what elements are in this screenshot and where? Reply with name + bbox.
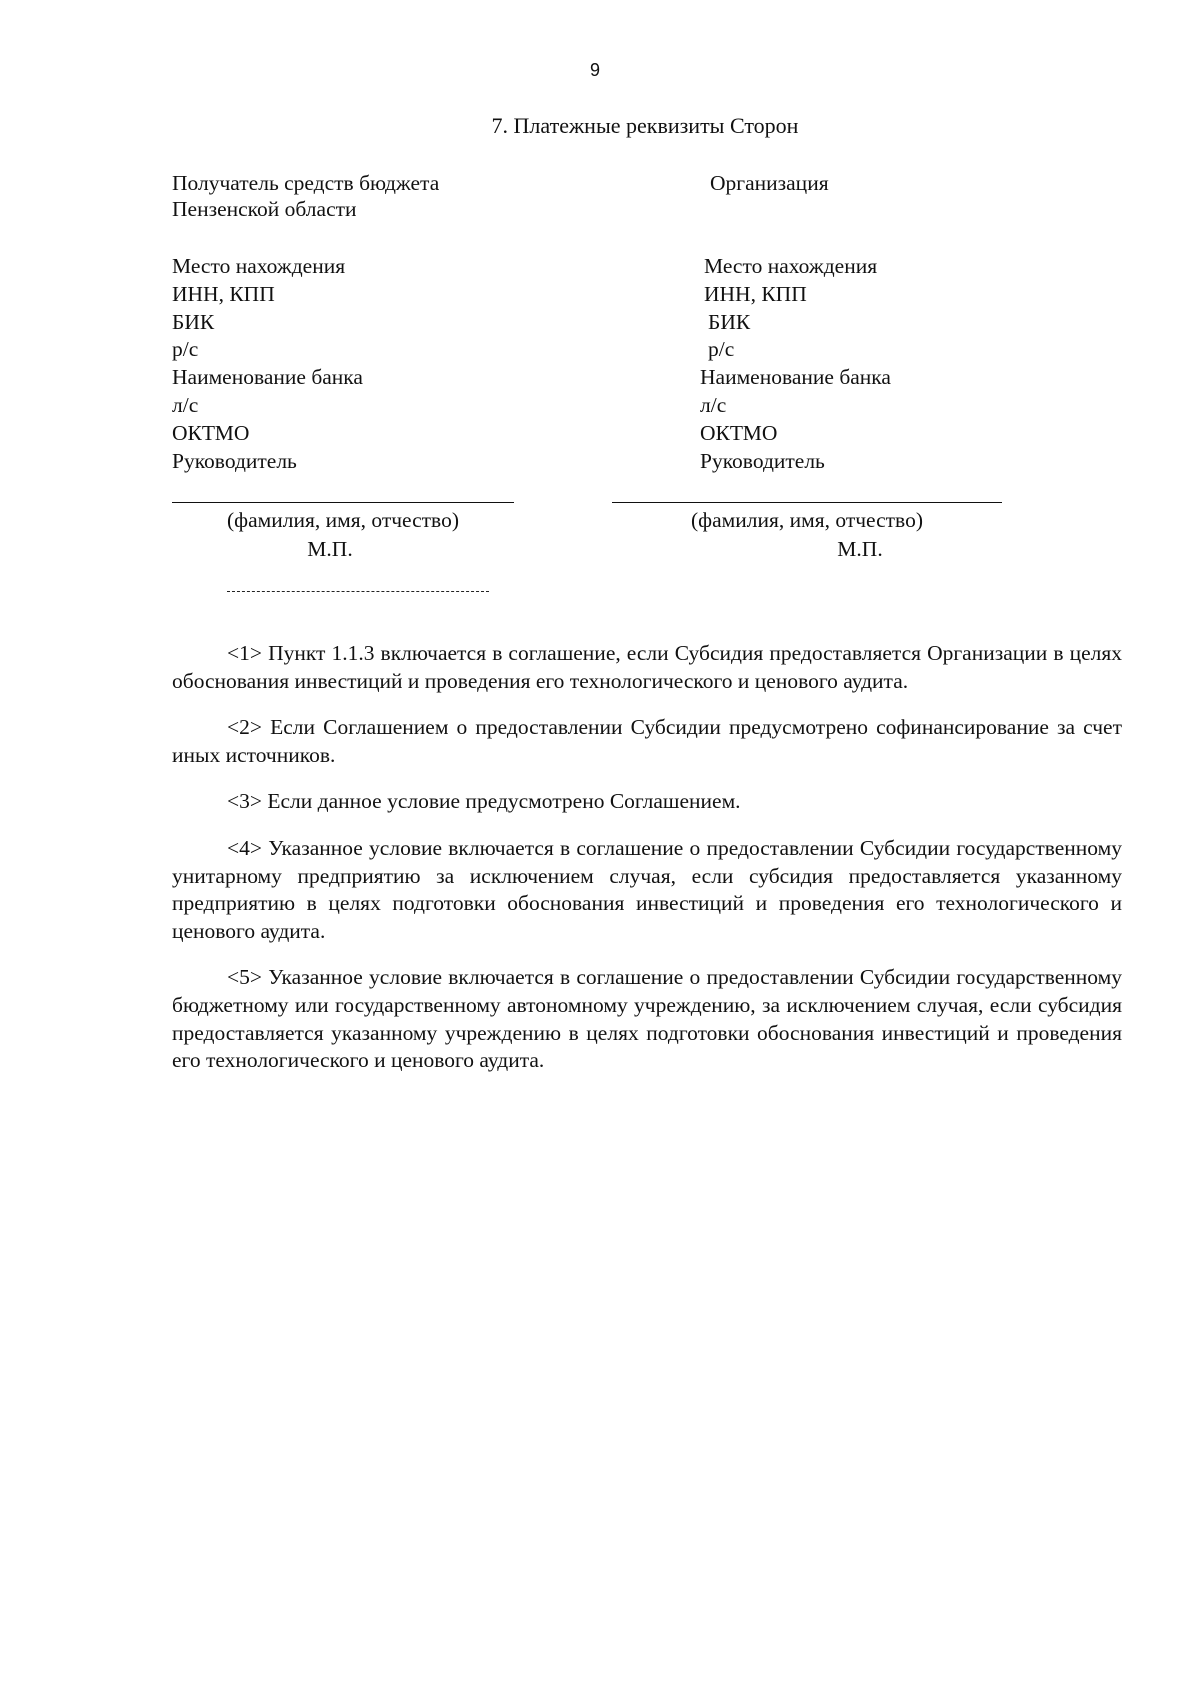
right-party-title: Организация (710, 171, 829, 195)
left-field-oktmo: ОКТМО (172, 420, 250, 445)
left-seal-mark: М.П. (307, 537, 353, 561)
footnote-3: <3> Если данное условие предусмотрено Соглашением. (227, 789, 741, 814)
footnotes (172, 640, 1122, 1094)
right-field-personal-account: л/с (700, 392, 727, 417)
right-field-account: р/с (708, 337, 735, 362)
left-field-personal-account: л/с (172, 392, 199, 417)
left-party-fields (172, 253, 363, 475)
footnote-separator (227, 591, 489, 592)
footnote-4: <4> Указанное условие включается в соглашение о предоставлении Субсидии государственному унитарному предприятию за исключением случая, если субсидия предоставляется указанному предприятию в целях подготовки обоснования инвестиций и проведения его технологического и ценового аудита. (172, 835, 1122, 943)
right-party-fields (700, 253, 891, 475)
right-signature-caption: (фамилия, имя, отчество) (691, 508, 923, 532)
right-field-inn-kpp: ИНН, КПП (704, 281, 807, 306)
left-signature-line (172, 502, 514, 503)
left-party-title-line1: Получатель средств бюджета (172, 171, 440, 195)
left-party-title-line2: Пензенской области (172, 197, 357, 221)
right-seal-mark: М.П. (837, 537, 883, 561)
right-field-bank-name: Наименование банка (700, 365, 891, 390)
left-party-title (172, 170, 592, 222)
footnote-1: <1> Пункт 1.1.3 включается в соглашение, если Субсидия предоставляется Организации в целях обоснования инвестиций и проведения его технологического и ценового аудита. (172, 641, 1122, 693)
right-signature-line (612, 502, 1002, 503)
footnote-2: <2> Если Соглашением о предоставлении Субсидии предусмотрено софинансирование за счет иных источников. (172, 715, 1122, 767)
right-field-address: Место нахождения (704, 254, 878, 278)
left-field-inn-kpp: ИНН, КПП (172, 281, 275, 306)
left-field-bank-name: Наименование банка (172, 365, 363, 390)
left-signature-caption: (фамилия, имя, отчество) (227, 508, 459, 532)
left-field-bik: БИК (172, 309, 215, 334)
page-number: 9 (589, 60, 600, 80)
left-field-account: р/с (172, 337, 199, 362)
right-field-bik: БИК (708, 309, 751, 334)
section-title: 7. Платежные реквизиты Сторон (491, 113, 799, 138)
right-field-head: Руководитель (700, 448, 825, 473)
footnote-5: <5> Указанное условие включается в соглашение о предоставлении Субсидии государственному бюджетному или государственному автономному учреждению, за исключением случая, если субсидия предоставляется указанному учреждению в целях подготовки обоснования инвестиций и проведения его технологического и ценового аудита. (172, 965, 1122, 1073)
left-field-head: Руководитель (172, 448, 297, 473)
left-field-address: Место нахождения (172, 254, 346, 278)
right-field-oktmo: ОКТМО (700, 420, 778, 445)
